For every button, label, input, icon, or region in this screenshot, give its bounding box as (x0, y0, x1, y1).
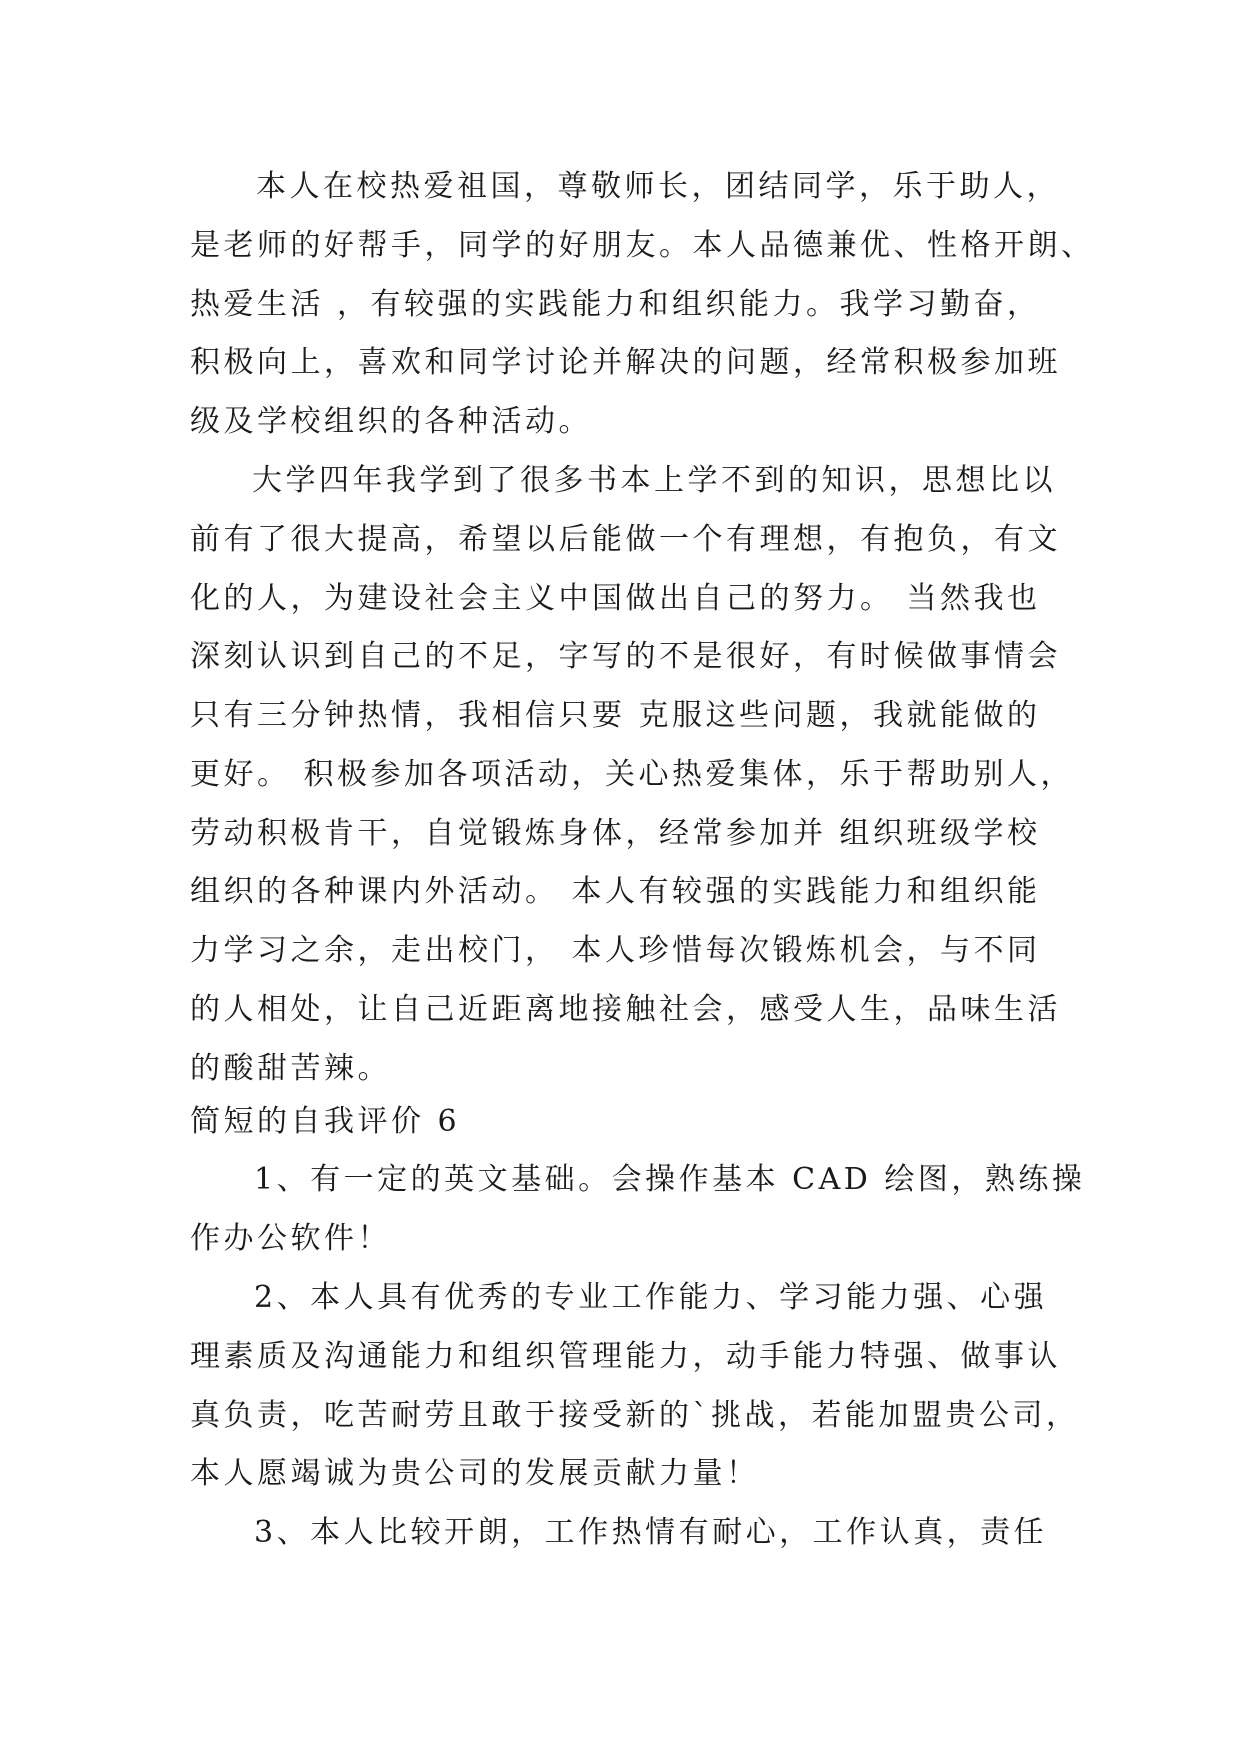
text-line: 3、本人比较开朗，工作热情有耐心，工作认真，责任 (254, 1515, 1048, 1550)
text-line: 积极向上，喜欢和同学讨论并解决的问题，经常积极参加班 (190, 345, 1061, 380)
text-line: 劳动积极肯干，自觉锻炼身体，经常参加并 组织班级学校 (190, 816, 1041, 851)
text-line: 前有了很大提高，希望以后能做一个有理想，有抱负，有文 (190, 522, 1061, 557)
text-line: 是老师的好帮手，同学的好朋友。本人品德兼优、性格开朗、 (190, 228, 1095, 263)
section-heading: 简短的自我评价 6 (190, 1104, 461, 1139)
text-line: 只有三分钟热情，我相信只要 克服这些问题，我就能做的 (190, 698, 1041, 733)
text-line: 本人愿竭诚为贵公司的发展贡献力量！ (190, 1456, 760, 1491)
text-line: 更好。 积极参加各项活动，关心热爱集体，乐于帮助别人， (190, 757, 1075, 792)
text-line: 1、有一定的英文基础。会操作基本 CAD 绘图，熟练操 (254, 1162, 1086, 1197)
text-line: 热爱生活 ，有较强的实践能力和组织能力。我学习勤奋， (190, 287, 1041, 322)
text-line: 组织的各种课内外活动。 本人有较强的实践能力和组织能 (190, 874, 1041, 909)
text-line: 理素质及沟通能力和组织管理能力，动手能力特强、做事认 (190, 1339, 1061, 1374)
text-line: 大学四年我学到了很多书本上学不到的知识，思想比以 (252, 463, 1056, 498)
text-line: 级及学校组织的各种活动。 (190, 404, 592, 439)
text-line: 的人相处，让自己近距离地接触社会，感受人生，品味生活 (190, 992, 1061, 1027)
text-line: 力学习之余，走出校门， 本人珍惜每次锻炼机会，与不同 (190, 933, 1041, 968)
text-line: 化的人，为建设社会主义中国做出自己的努力。 当然我也 (190, 581, 1041, 616)
text-line: 2、本人具有优秀的专业工作能力、学习能力强、心强 (254, 1280, 1048, 1315)
text-line: 作办公软件！ (190, 1221, 391, 1256)
text-line: 的酸甜苦辣。 (190, 1051, 391, 1086)
text-line: 深刻认识到自己的不足，字写的不是很好，有时候做事情会 (190, 639, 1061, 674)
text-line: 真负责，吃苦耐劳且敢于接受新的`挑战，若能加盟贵公司， (190, 1398, 1080, 1433)
text-line: 本人在校热爱祖国，尊敬师长，团结同学，乐于助人， (256, 169, 1060, 204)
